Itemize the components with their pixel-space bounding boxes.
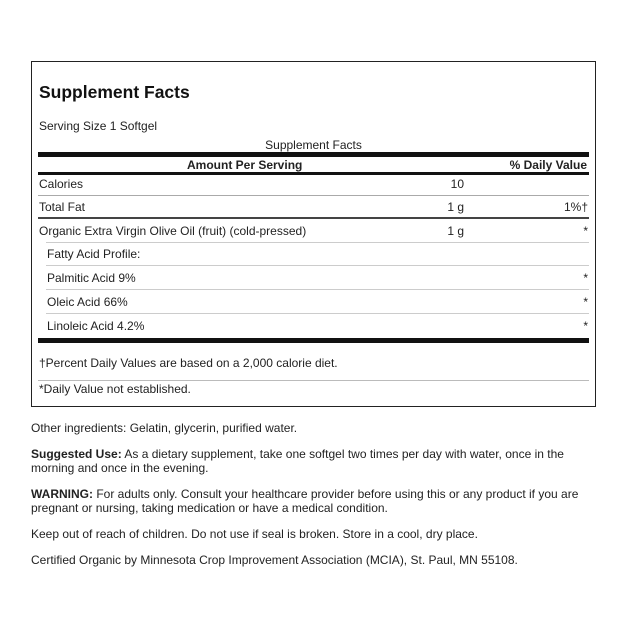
nutrient-amount: 1 g (447, 224, 464, 238)
warning-label: WARNING: (31, 487, 93, 501)
nutrient-dv: * (583, 319, 588, 333)
suggested-use-label: Suggested Use: (31, 447, 122, 461)
nutrient-label: Oleic Acid 66% (47, 295, 128, 309)
other-ingredients: Other ingredients: Gelatin, glycerin, purified water. (31, 421, 298, 435)
header-amount: Amount Per Serving (187, 158, 303, 172)
nutrient-label: Linoleic Acid 4.2% (47, 319, 145, 333)
footnote-star: *Daily Value not established. (39, 382, 191, 396)
suggested-use (31, 447, 591, 475)
nutrient-label: Calories (39, 177, 84, 191)
suggested-use-text: As a dietary supplement, take one softgel two times per day with water, once in the morning and once in the evening. (31, 447, 564, 475)
nutrient-dv: * (583, 224, 588, 238)
nutrient-row-palmitic (38, 267, 589, 290)
nutrient-row-olive-oil (38, 220, 589, 243)
nutrient-row-linoleic (38, 315, 589, 338)
nutrient-dv: * (583, 295, 588, 309)
table-caption: Supplement Facts (265, 138, 362, 152)
nutrient-row-oleic (38, 291, 589, 314)
warning-text: For adults only. Consult your healthcare provider before using this or any product if you are pregnant or nursing, taking medication or have a medical condition. (31, 487, 579, 515)
nutrient-row-fatty-acid-profile (38, 243, 589, 266)
certification-notice: Certified Organic by Minnesota Crop Improvement Association (MCIA), St. Paul, MN 55108. (31, 553, 518, 567)
footnote-divider (38, 380, 589, 381)
nutrient-label: Organic Extra Virgin Olive Oil (fruit) (cold-pressed) (39, 224, 307, 238)
row-divider (38, 217, 589, 219)
nutrient-label: Total Fat (39, 200, 86, 214)
nutrient-dv: 1%† (563, 200, 588, 214)
row-divider (46, 313, 589, 314)
row-divider (46, 289, 589, 290)
supplement-facts-panel (31, 61, 596, 407)
serving-size: Serving Size 1 Softgel (39, 119, 158, 133)
warning (31, 487, 591, 515)
nutrient-label: Palmitic Acid 9% (47, 271, 136, 285)
nutrient-dv: * (583, 271, 588, 285)
row-divider (46, 265, 589, 266)
nutrient-amount: 10 (450, 177, 464, 191)
panel-title: Supplement Facts (39, 82, 190, 102)
thick-rule-bottom (38, 338, 589, 343)
footnote-percent: †Percent Daily Values are based on a 2,000 calorie diet. (39, 356, 338, 370)
thick-rule-top (38, 152, 589, 157)
nutrient-row-calories (38, 173, 589, 196)
header-daily-value: % Daily Value (509, 158, 587, 172)
keep-out-notice: Keep out of reach of children. Do not use if seal is broken. Store in a cool, dry place. (31, 527, 478, 541)
nutrient-amount: 1 g (447, 200, 464, 214)
nutrient-row-total-fat (38, 196, 589, 219)
nutrient-label: Fatty Acid Profile: (47, 247, 141, 261)
